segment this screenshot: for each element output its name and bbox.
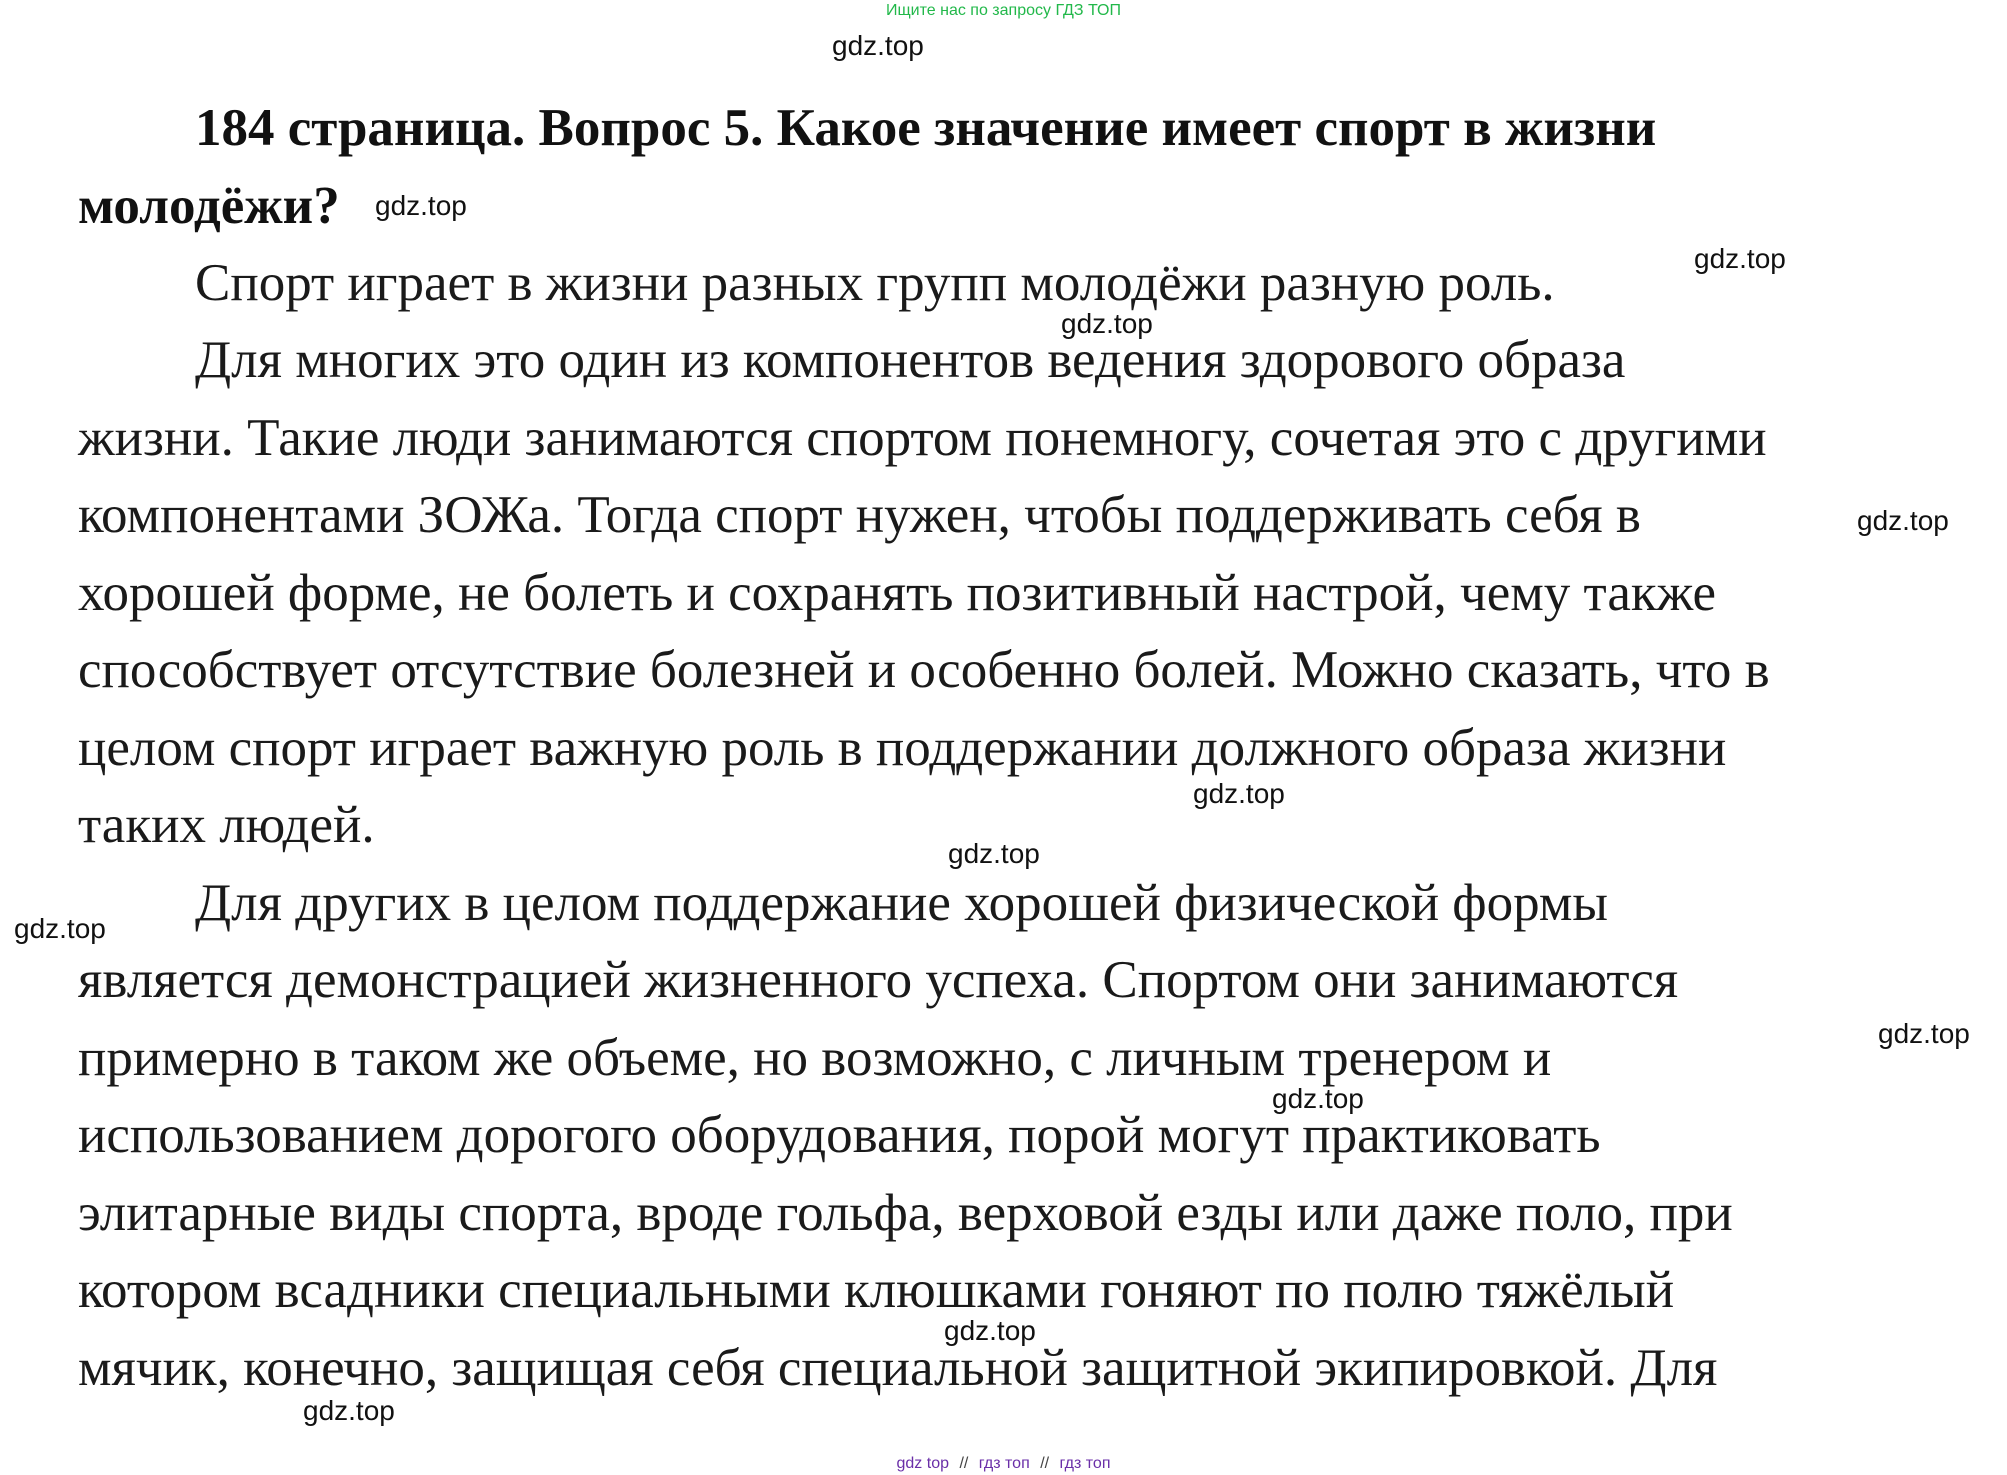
footer-link[interactable]: гдз топ xyxy=(978,1455,1030,1472)
body-line: Спорт играет в жизни разных групп молодёжи разную роль. xyxy=(195,254,1555,312)
watermark: gdz.top xyxy=(1272,1083,1364,1114)
watermark: gdz.top xyxy=(303,1395,395,1426)
top-banner[interactable]: Ищите нас по запросу ГДЗ ТОП xyxy=(886,2,1121,19)
footer-links xyxy=(0,1455,2007,1473)
watermark: gdz.top xyxy=(1857,505,1949,536)
body-line: котором всадники специальными клюшками гоняют по полю тяжёлый xyxy=(78,1261,1675,1319)
watermark: gdz.top xyxy=(1061,308,1153,339)
watermark: gdz.top xyxy=(1694,243,1786,274)
body-line: Для многих это один из компонентов ведения здорового образа xyxy=(195,331,1626,389)
watermark: gdz.top xyxy=(14,913,106,944)
body-line: жизни. Такие люди занимаются спортом понемногу, сочетая это с другими xyxy=(78,409,1767,467)
footer-link[interactable]: gdz top xyxy=(896,1455,949,1472)
footer-separator: // xyxy=(1040,1455,1050,1472)
body-line: способствует отсутствие болезней и особенно болей. Можно сказать, что в xyxy=(78,641,1770,699)
body-line: Для других в целом поддержание хорошей физической формы xyxy=(195,874,1608,932)
footer-separator: // xyxy=(959,1455,969,1472)
watermark: gdz.top xyxy=(944,1315,1036,1346)
footer-link[interactable]: гдз топ xyxy=(1059,1455,1111,1472)
body-line: компонентами ЗОЖа. Тогда спорт нужен, чтобы поддерживать себя в xyxy=(78,486,1641,544)
body-line: использованием дорогого оборудования, порой могут практиковать xyxy=(78,1106,1601,1164)
body-line: хорошей форме, не болеть и сохранять позитивный настрой, чему также xyxy=(78,564,1717,622)
body-line: элитарные виды спорта, вроде гольфа, верховой езды или даже поло, при xyxy=(78,1184,1733,1242)
body-line: является демонстрацией жизненного успеха. Спортом они занимаются xyxy=(78,951,1679,1009)
watermark: gdz.top xyxy=(832,30,924,61)
question-heading-line-1: 184 страница. Вопрос 5. Какое значение имеет спорт в жизни xyxy=(195,99,1657,157)
body-line: таких людей. xyxy=(78,796,375,854)
question-heading-line-2: молодёжи? xyxy=(78,177,340,235)
body-line: мячик, конечно, защищая себя специальной защитной экипировкой. Для xyxy=(78,1339,1718,1397)
watermark: gdz.top xyxy=(1193,778,1285,809)
watermark: gdz.top xyxy=(948,838,1040,869)
watermark: gdz.top xyxy=(375,190,467,221)
body-line: примерно в таком же объеме, но возможно, с личным тренером и xyxy=(78,1029,1552,1087)
watermark: gdz.top xyxy=(1878,1018,1970,1049)
body-line: целом спорт играет важную роль в поддержании должного образа жизни xyxy=(78,719,1727,777)
